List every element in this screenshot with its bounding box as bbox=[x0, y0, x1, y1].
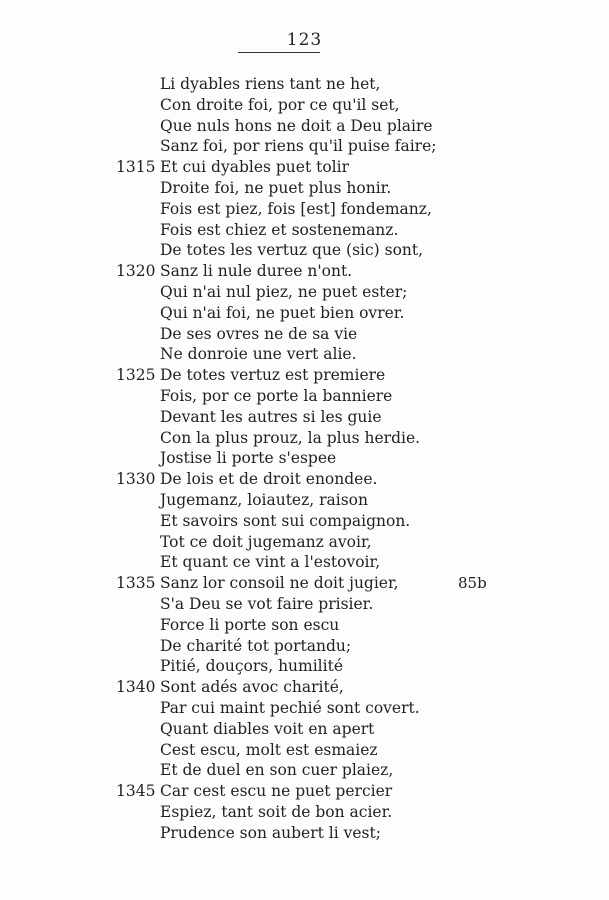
verse-text: Fois est piez, fois [est] fondemanz, bbox=[160, 199, 432, 218]
verse-text: De lois et de droit enondee. bbox=[160, 470, 378, 489]
verse-text: Prudence son aubert li vest; bbox=[160, 823, 381, 842]
verse-line bbox=[0, 511, 609, 532]
verse-text: Car cest escu ne puet percier bbox=[160, 782, 393, 801]
verse-text: Con droite foi, por ce qu'il set, bbox=[160, 95, 400, 114]
header-rule bbox=[238, 52, 320, 53]
verse-line bbox=[0, 573, 609, 594]
verse-text: De totes vertuz est premiere bbox=[160, 366, 386, 385]
verse-text: De totes les vertuz que (sic) sont, bbox=[160, 241, 424, 260]
verse-text: Et de duel en son cuer plaiez, bbox=[160, 761, 394, 780]
verse-line bbox=[0, 344, 609, 365]
line-number: 1335 bbox=[116, 574, 156, 593]
verse-text: Fois, por ce porte la banniere bbox=[160, 386, 393, 405]
verse-text: De charité tot portandu; bbox=[160, 636, 352, 655]
verse-line bbox=[0, 74, 609, 95]
verse-line bbox=[0, 157, 609, 178]
verse-text: De ses ovres ne de sa vie bbox=[160, 324, 358, 343]
verse-line bbox=[0, 781, 609, 802]
verse-line bbox=[0, 95, 609, 116]
verse-line bbox=[0, 324, 609, 345]
verse-text: Jostise li porte s'espee bbox=[160, 449, 337, 468]
verse-line bbox=[0, 802, 609, 823]
folio-marginal-note: 85b bbox=[458, 574, 487, 593]
verse-line bbox=[0, 386, 609, 407]
verse-line bbox=[0, 636, 609, 657]
verse-line bbox=[0, 552, 609, 573]
verse-text: Sanz li nule duree n'ont. bbox=[160, 262, 353, 281]
verse-text: Qui n'ai foi, ne puet bien ovrer. bbox=[160, 303, 405, 322]
verse-line bbox=[0, 220, 609, 241]
verse-text: Li dyables riens tant ne het, bbox=[160, 75, 381, 93]
line-number: 1320 bbox=[116, 262, 156, 281]
verse-text: Qui n'ai nul piez, ne puet ester; bbox=[160, 282, 408, 301]
verse-text: Force li porte son escu bbox=[160, 615, 340, 634]
line-number: 1330 bbox=[116, 470, 156, 489]
verse-line bbox=[0, 303, 609, 324]
verse-line bbox=[0, 760, 609, 781]
verse-line bbox=[0, 532, 609, 553]
page-number: 123 bbox=[286, 30, 323, 50]
verse-text: Sanz lor consoil ne doit jugier, bbox=[160, 574, 399, 593]
verse-text: Sont adés avoc charité, bbox=[160, 678, 344, 697]
verse-text: Droite foi, ne puet plus honir. bbox=[160, 178, 392, 197]
verse-line bbox=[0, 490, 609, 511]
verse-text: Et savoirs sont sui compaignon. bbox=[160, 511, 411, 530]
verse-line bbox=[0, 469, 609, 490]
verse-text: Et cui dyables puet tolir bbox=[160, 158, 349, 177]
verse-line bbox=[0, 261, 609, 282]
verse-text: Cest escu, molt est esmaiez bbox=[160, 740, 378, 759]
verse-line bbox=[0, 365, 609, 386]
verse-line bbox=[0, 698, 609, 719]
line-number: 1345 bbox=[116, 782, 156, 801]
verse-text: Pitié, douçors, humilité bbox=[160, 657, 344, 676]
line-number: 1340 bbox=[116, 678, 156, 697]
line-number: 1325 bbox=[116, 366, 156, 385]
verse-text: Quant diables voit en apert bbox=[160, 719, 375, 738]
verse-line bbox=[0, 719, 609, 740]
verse-line bbox=[0, 740, 609, 761]
verse-line bbox=[0, 615, 609, 636]
verse-text: Jugemanz, loiautez, raison bbox=[160, 490, 369, 509]
verse-text: Fois est chiez et sostenemanz. bbox=[160, 220, 399, 239]
verse-line bbox=[0, 136, 609, 157]
verse-line bbox=[0, 677, 609, 698]
line-number: 1315 bbox=[116, 158, 156, 177]
verse-line bbox=[0, 823, 609, 844]
verse-text: Et quant ce vint a l'estovoir, bbox=[160, 553, 381, 572]
verse-line bbox=[0, 199, 609, 220]
verse-text: Que nuls hons ne doit a Deu plaire bbox=[160, 116, 433, 135]
verse-text: Ne donroie une vert alie. bbox=[160, 345, 357, 364]
page-header bbox=[0, 30, 609, 50]
verse-line bbox=[0, 594, 609, 615]
verse-text: Devant les autres si les guie bbox=[160, 407, 382, 426]
verse-text: Espiez, tant soit de bon acier. bbox=[160, 802, 393, 821]
verse-text: Sanz foi, por riens qu'il puise faire; bbox=[160, 137, 437, 156]
verse-line bbox=[0, 116, 609, 137]
verse-line bbox=[0, 656, 609, 677]
verse-line bbox=[0, 240, 609, 261]
verse-line bbox=[0, 178, 609, 199]
verse-line bbox=[0, 448, 609, 469]
verse-text: Tot ce doit jugemanz avoir, bbox=[160, 532, 372, 551]
verse-line bbox=[0, 407, 609, 428]
verse-text: Par cui maint pechié sont covert. bbox=[160, 698, 420, 717]
verse-line bbox=[0, 428, 609, 449]
poem-text bbox=[0, 74, 609, 843]
verse-text: S'a Deu se vot faire prisier. bbox=[160, 594, 374, 613]
verse-line bbox=[0, 282, 609, 303]
verse-text: Con la plus prouz, la plus herdie. bbox=[160, 428, 421, 447]
